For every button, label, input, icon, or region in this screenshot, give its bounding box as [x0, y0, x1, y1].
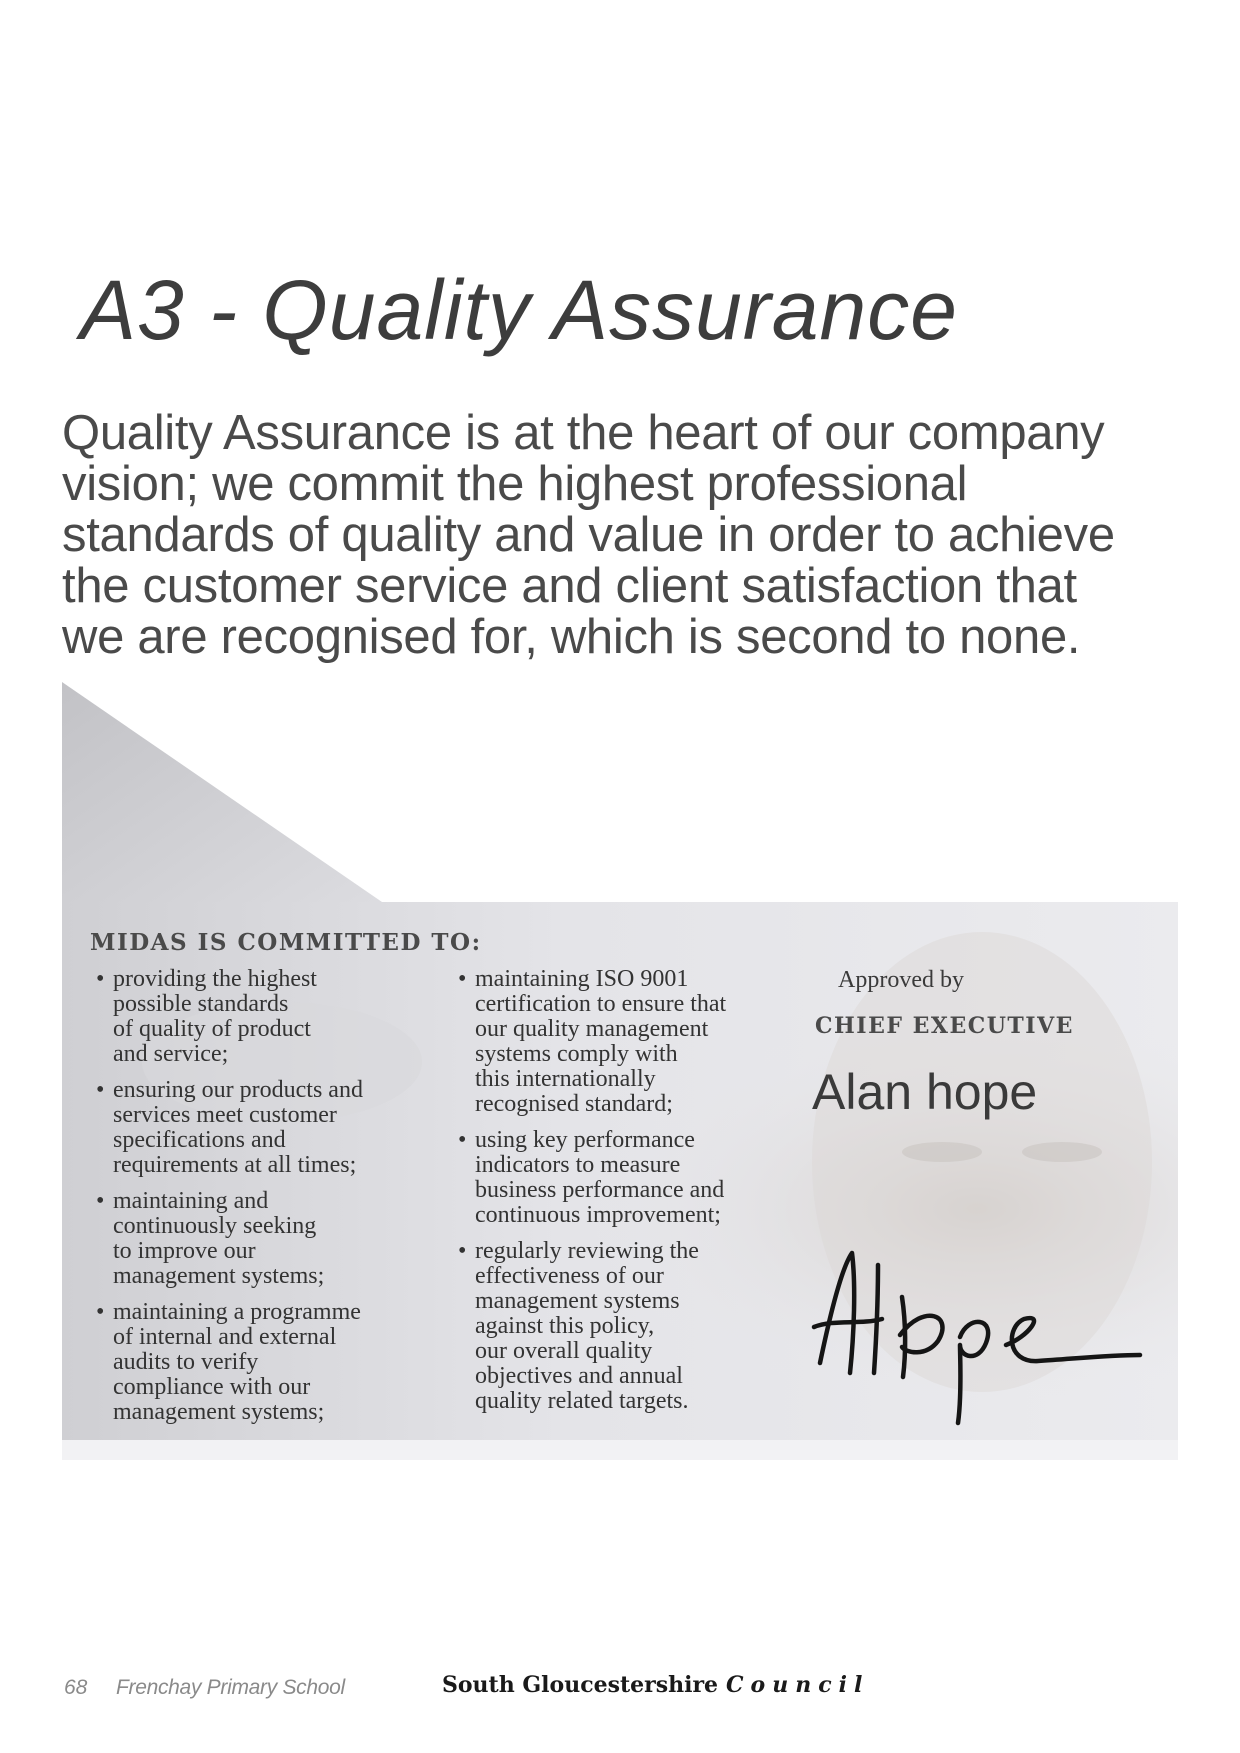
list-line: • ensuring our products and [113, 1077, 363, 1103]
list-line: audits to verify [113, 1349, 259, 1375]
list-line: against this policy, [475, 1313, 655, 1339]
list-item [96, 1300, 426, 1425]
list-item [96, 1078, 426, 1178]
list-line: objectives and annual [475, 1363, 683, 1389]
list-line: indicators to measure [475, 1152, 681, 1178]
signatory-name: Alan hope [812, 1064, 1038, 1120]
list-line: of quality of product [113, 1016, 311, 1042]
list-line: • maintaining and [113, 1188, 269, 1214]
committed-heading: MIDAS IS COMMITTED TO: [90, 929, 482, 956]
list-line: effectiveness of our [475, 1263, 664, 1289]
intro-line: vision; we commit the highest professional [62, 457, 968, 511]
list-line: of internal and external [113, 1324, 337, 1350]
list-line: • using key performance [475, 1127, 695, 1153]
list-line: this internationally [475, 1066, 656, 1092]
list-item [96, 967, 426, 1067]
intro-line: Quality Assurance is at the heart of our company [62, 406, 1105, 460]
list-line: to improve our [113, 1238, 256, 1264]
list-line: • maintaining ISO 9001 [475, 966, 689, 992]
list-line: • providing the highest [113, 966, 317, 992]
list-line: possible standards [113, 991, 289, 1017]
list-item [458, 967, 798, 1117]
commitments-column-1 [96, 967, 426, 1436]
list-line: recognised standard; [475, 1091, 673, 1117]
list-line: • maintaining a programme [113, 1299, 361, 1325]
list-item [96, 1189, 426, 1289]
council-word: Council [726, 1672, 870, 1698]
intro-line: we are recognised for, which is second to none. [62, 610, 1081, 664]
list-line: certification to ensure that [475, 991, 727, 1017]
list-line: our overall quality [475, 1338, 653, 1364]
list-line: systems comply with [475, 1041, 678, 1067]
list-line: requirements at all times; [113, 1152, 357, 1178]
list-line: services meet customer [113, 1102, 337, 1128]
page-title: A3 - Quality Assurance [80, 263, 958, 357]
list-line: continuous improvement; [475, 1202, 721, 1228]
intro-line: standards of quality and value in order to achieve [62, 508, 1115, 562]
list-item [458, 1239, 798, 1414]
list-line: and service; [113, 1041, 229, 1067]
list-line: specifications and [113, 1127, 286, 1153]
footer-page-number: 68 [64, 1676, 88, 1699]
intro-statement [62, 408, 1192, 663]
list-line: business performance and [475, 1177, 725, 1203]
council-region: South Gloucestershire [442, 1672, 719, 1698]
list-line: • regularly reviewing the [475, 1238, 699, 1264]
signature-image [810, 1245, 1150, 1430]
intro-line: the customer service and client satisfaction that [62, 559, 1077, 613]
list-line: our quality management [475, 1016, 709, 1042]
footer-school-name: Frenchay Primary School [116, 1676, 345, 1699]
commitments-column-2 [458, 967, 798, 1425]
approved-by-label: Approved by [838, 967, 964, 993]
list-line: management systems; [113, 1263, 325, 1289]
list-line: compliance with our [113, 1374, 311, 1400]
list-line: continuously seeking [113, 1213, 317, 1239]
list-line: management systems; [113, 1399, 325, 1425]
list-line: quality related targets. [475, 1388, 689, 1414]
list-item [458, 1128, 798, 1228]
list-line: management systems [475, 1288, 680, 1314]
chief-executive-label: CHIEF EXECUTIVE [815, 1013, 1074, 1039]
council-logo [442, 1672, 869, 1698]
